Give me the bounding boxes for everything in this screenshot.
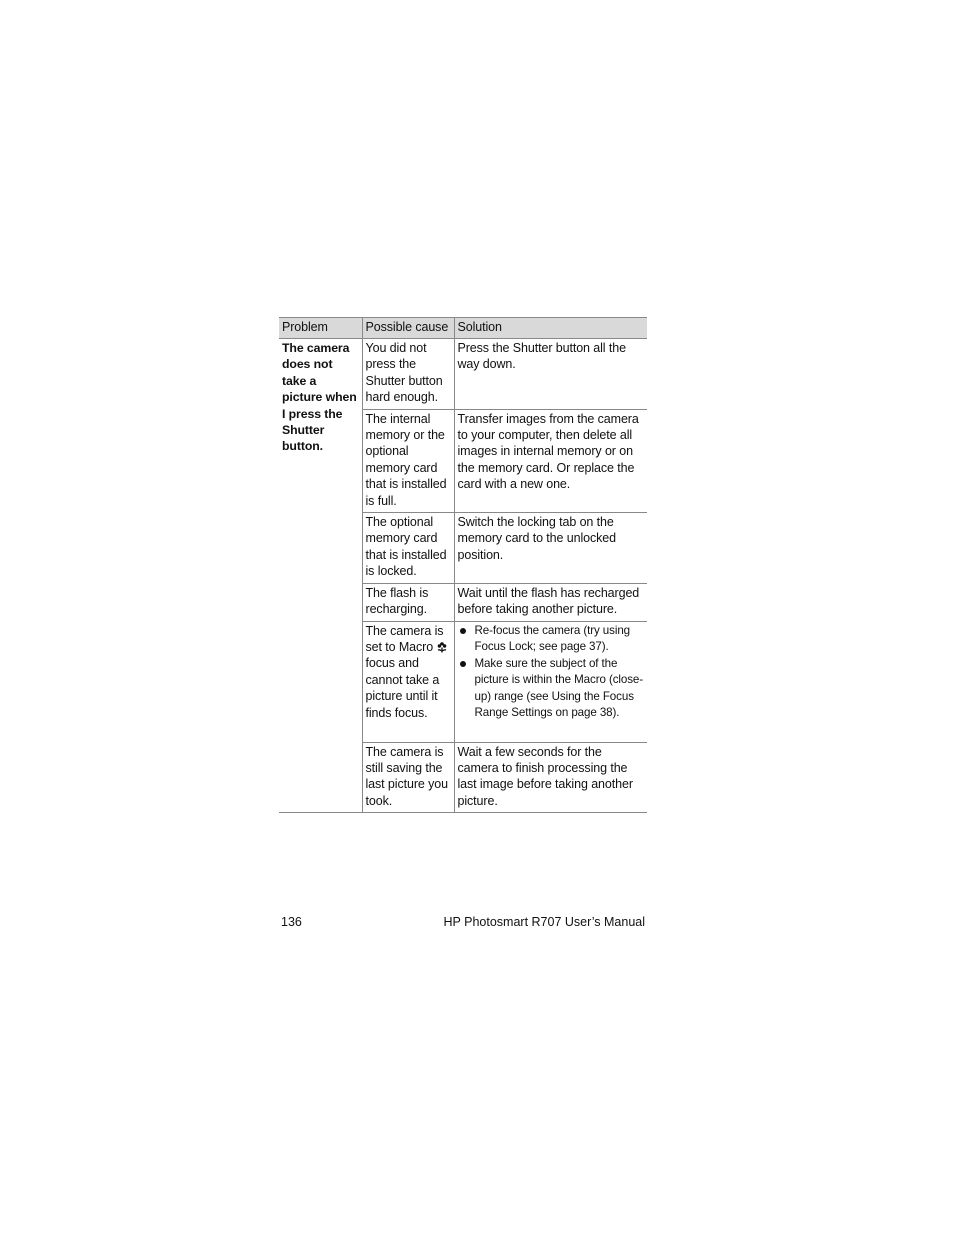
solution-cell: Switch the locking tab on the memory card to the unlocked position.	[454, 513, 647, 584]
cause-cell: You did not press the Shutter button hard enough.	[362, 339, 454, 410]
manual-title: HP Photosmart R707 User’s Manual	[443, 915, 645, 929]
table-header-row	[279, 318, 647, 339]
solution-cell	[454, 621, 647, 742]
solution-cell: Press the Shutter button all the way down.	[454, 339, 647, 410]
cause-cell: The internal memory or the optional memory card that is installed is full.	[362, 409, 454, 512]
troubleshooting-table	[279, 317, 647, 813]
list-item: Re-focus the camera (try using Focus Lock; see page 37).	[458, 623, 645, 656]
problem-cell: The camera does not take a picture when I press the Shutter button.	[279, 339, 362, 813]
cause-text-after-icon: focus and cannot take a picture until it finds focus.	[365, 656, 440, 720]
macro-flower-icon	[436, 641, 448, 653]
header-possible-cause: Possible cause	[362, 318, 454, 339]
list-item: Make sure the subject of the picture is within the Macro (close-up) range (see Using the Focus Range Settings on page 38).	[458, 656, 645, 722]
cause-cell	[362, 621, 454, 742]
header-solution: Solution	[454, 318, 647, 339]
cause-cell: The flash is recharging.	[362, 583, 454, 621]
page-number: 136	[281, 915, 302, 929]
solution-cell: Transfer images from the camera to your computer, then delete all images in internal memory or on the memory card. Or replace the card with a new one.	[454, 409, 647, 512]
cause-cell: The optional memory card that is installed is locked.	[362, 513, 454, 584]
solution-cell: Wait until the flash has recharged before taking another picture.	[454, 583, 647, 621]
solution-bullet-list	[458, 623, 645, 723]
cause-cell: The camera is still saving the last picture you took.	[362, 742, 454, 813]
table-row	[279, 339, 647, 410]
header-problem: Problem	[279, 318, 362, 339]
solution-cell: Wait a few seconds for the camera to finish processing the last image before taking another picture.	[454, 742, 647, 813]
cause-text-before-icon: The camera is set to Macro	[365, 623, 444, 654]
